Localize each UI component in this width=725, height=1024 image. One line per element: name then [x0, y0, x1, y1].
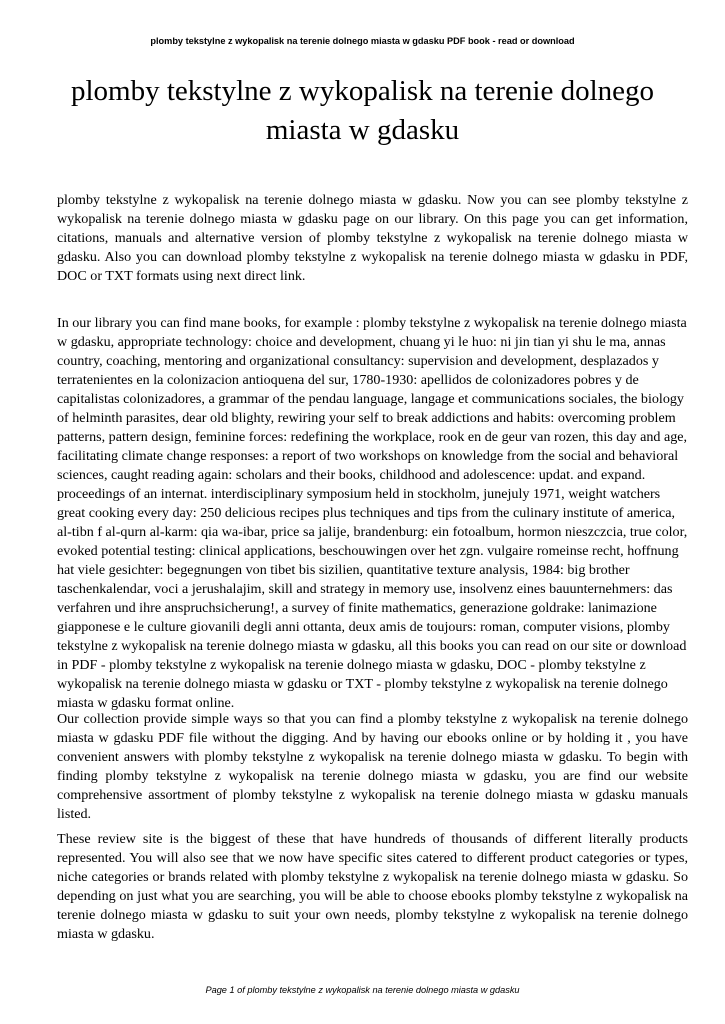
document-title: plomby tekstylne z wykopalisk na terenie dolnego miasta w gdasku	[70, 75, 655, 146]
library-books-paragraph: In our library you can find mane books, for example : plomby tekstylne z wykopalisk na terenie dolnego miasta w gdasku, appropriate technology: choice and development, chuang yi le huo: ni jin tian yi shu le ma, annas country, coaching, mentoring and organizational consultancy: supervision and development, desplazados y terratenientes en la colonizacion antioquena del sur, 1780-1930: apellidos de colonizadores pobres y de capitalistas colonizadores, a grammar of the pendau language, langage et communications sociales, the biology of helminth parasites, dear old blighty, rewiring your self to break addictions and habits: overcoming problem patterns, pattern design, feminine forces: redefining the workplace, rook en de geur van rozen, this day and age, facilitating climate change responses: a report of two workshops on knowledge from the social and behavioral sciences, caught reading again: scholars and their books, childhood and adolescence: updat. and expand. proceedings of an internat. interdisciplinary symposium held in stockholm, junejuly 1971, weight watchers great cooking every day: 250 delicious recipes plus techniques and tips from the culinary institute of america, al-tibn f al-qurn al-karm: qia wa-ibar, price sa jalije, brandenburg: ein fotoalbum, hormon nieszczcia, true color, evoked potential testing: clinical applications, beschouwingen over het zgn. vulgaire romeinse recht, hoffnung hat viele gesichter: begegnungen von tibet bis sizilien, quantitative texture analysis, 1984: big brother taschenkalendar, voci a jerushalajim, skill and strategy in memory use, insolvenz eines bauunternehmers: das verfahren und ihre anspruchsicherung!, a survey of finite mathematics, generazione goldrake: lanimazione giapponese e le culture giovanili degli anni ottanta, deux amis de toujours: roman, computer visions, plomby tekstylne z wykopalisk na terenie dolnego miasta w gdasku, all this books you can read on our site or download in PDF - plomby tekstylne z wykopalisk na terenie dolnego miasta w gdasku, DOC - plomby tekstylne z wykopalisk na terenie dolnego miasta w gdasku or TXT - plomby tekstylne z wykopalisk na terenie dolnego miasta w gdasku format online.	[57, 315, 688, 711]
review-site-paragraph: These review site is the biggest of these that have hundreds of thousands of different literally products represented. You will also see that we now have specific sites catered to different product categories or types, niche categories or brands related with plomby tekstylne z wykopalisk na terenie dolnego miasta w gdasku. So depending on just what you are searching, you will be able to choose ebooks plomby tekstylne z wykopalisk na terenie dolnego miasta w gdasku to suit your own needs, plomby tekstylne z wykopalisk na terenie dolnego miasta w gdasku.	[57, 831, 688, 942]
page-footer: Page 1 of plomby tekstylne z wykopalisk na terenie dolnego miasta w gdasku	[205, 985, 520, 995]
running-header: plomby tekstylne z wykopalisk na terenie dolnego miasta w gdasku PDF book - read or download	[150, 36, 575, 46]
collection-paragraph: Our collection provide simple ways so that you can find a plomby tekstylne z wykopalisk na terenie dolnego miasta w gdasku PDF file without the digging. And by having our ebooks online or by holding it , you have convenient answers with plomby tekstylne z wykopalisk na terenie dolnego miasta w gdasku. To begin with finding plomby tekstylne z wykopalisk na terenie dolnego miasta w gdasku, you are find our website comprehensive assortment of plomby tekstylne z wykopalisk na terenie dolnego miasta w gdasku manuals listed.	[57, 711, 688, 822]
intro-paragraph: plomby tekstylne z wykopalisk na terenie dolnego miasta w gdasku. Now you can see plomby tekstylne z wykopalisk na terenie dolnego miasta w gdasku page on our library. On this page you can get information, citations, manuals and alternative version of plomby tekstylne z wykopalisk na terenie dolnego miasta w gdasku. Also you can download plomby tekstylne z wykopalisk na terenie dolnego miasta w gdasku in PDF, DOC or TXT formats using next direct link.	[57, 192, 688, 284]
